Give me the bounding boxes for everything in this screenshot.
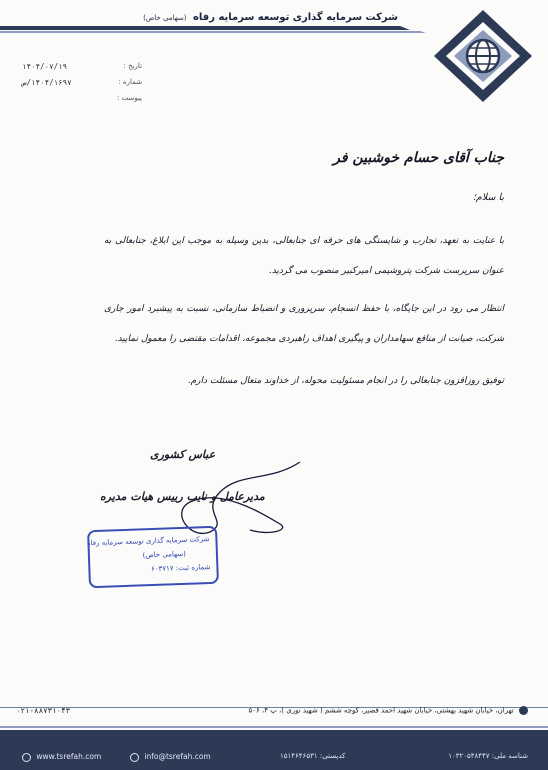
- footer-address: [248, 706, 528, 715]
- greeting: با سلام؛: [472, 192, 504, 203]
- number-label: شماره :: [118, 78, 142, 86]
- postal-value: ۱۵۱۴۶۴۶۵۳۱: [280, 752, 318, 760]
- globe-diamond-logo: [432, 8, 534, 104]
- number-row: [22, 74, 142, 90]
- stamp-line-1: شرکت سرمایه گذاری توسعه سرمایه رفاه: [86, 535, 210, 548]
- date-row: [22, 58, 142, 74]
- signer-title: مدیرعامل و نایب رییس هیات مدیره: [100, 490, 265, 503]
- addressee: جناب آقای حسام خوشبین فر: [333, 150, 504, 166]
- company-name-text: شرکت سرمایه گذاری توسعه سرمایه رفاه: [193, 12, 398, 23]
- date-value: ۱۴۰۴/۰۷/۱۹: [22, 61, 68, 71]
- footer-email-text: info@tsrefah.com: [144, 752, 211, 761]
- paragraph-1: با عنایت به تعهد، تجارب و شایستگی های حرفه ای جنابعالی، بدین وسیله به موجب این ابلاغ، جنابعالی به عنوان سرپرست شرکت پتروشیمی امیرکبیر منصوب می گردید.: [104, 236, 504, 276]
- postal-label: کدپستی:: [319, 752, 346, 760]
- footer-phone: ۰۲۱-۸۸۷۳۱۰۴۳: [16, 706, 71, 715]
- company-name: [143, 12, 398, 23]
- date-label: تاریخ :: [123, 62, 142, 70]
- footer-postal: [280, 752, 345, 760]
- globe-icon: [22, 753, 31, 762]
- national-id-label: شناسه ملی:: [491, 752, 528, 760]
- footer: [0, 702, 548, 770]
- attachment-label: پیوست :: [117, 94, 142, 102]
- footer-address-text: تهران، خیابان شهید بهشتی، خیابان شهید احمد قصیر، کوچه ششم ( شهید نوری )، پ ۴، ۵۰۶: [248, 706, 514, 715]
- stamp-line-2: (سهامی خاص): [142, 549, 187, 560]
- signer-name: عباس کشوری: [150, 448, 216, 461]
- paragraph-3: توفیق روزافزون جنابعالی را در انجام مسئولیت محوله، از خداوند متعال مسئلت دارم.: [187, 376, 504, 386]
- national-id-value: ۱۰۳۲۰۵۴۸۴۴۷: [448, 752, 490, 760]
- footer-email[interactable]: [130, 752, 211, 762]
- stamp-line-3: شماره ثبت: ۶۰۳۷۱۷: [150, 563, 211, 574]
- company-type: (سهامی خاص): [143, 14, 187, 22]
- attachment-row: [22, 90, 142, 106]
- footer-national-id: [448, 752, 528, 760]
- footer-bar: [0, 730, 548, 770]
- number-value: ۱۴۰۴/۱۶۹۷/ص: [22, 77, 72, 87]
- letter-meta: [22, 58, 142, 106]
- mail-icon: [130, 753, 139, 762]
- footer-website-text: www.tsrefah.com: [36, 752, 102, 761]
- company-stamp: [87, 526, 219, 589]
- footer-website[interactable]: [22, 752, 101, 762]
- paragraph-2: انتظار می رود در این جایگاه، با حفظ انسجام، سرپروری و انضباط سازمانی، نسبت به پیشبرد امور جاری شرکت، صیانت از منافع سهامداران و پیگیری اهداف راهبردی مجموعه، اقدامات مقتضی را معمول نمایید.: [104, 304, 504, 344]
- location-icon: [519, 706, 528, 715]
